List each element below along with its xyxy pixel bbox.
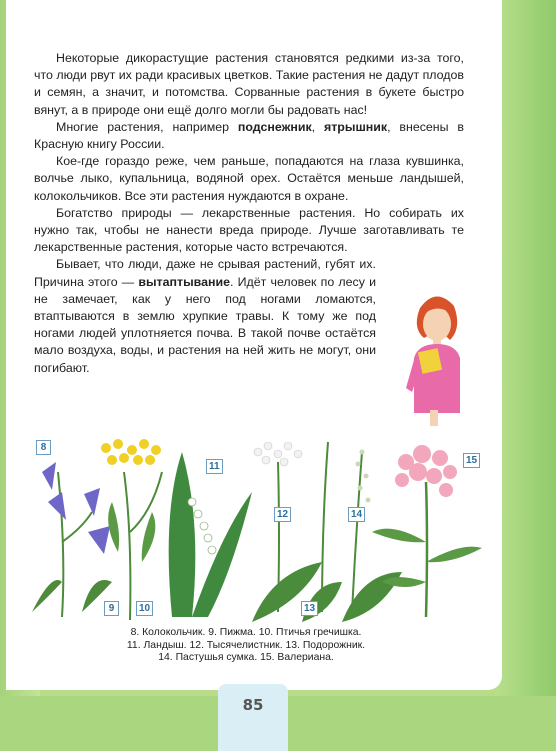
text-segment: , внесены в Красную книгу России. bbox=[34, 119, 465, 152]
caption-line: 8. Колокольчик. 9. Пижма. 10. Птичья гречишка. bbox=[130, 627, 362, 638]
plant-number-10: 10 bbox=[136, 601, 153, 616]
plant-number-14: 14 bbox=[348, 507, 365, 522]
plant-number-8: 8 bbox=[36, 440, 51, 455]
text-segment: . Идёт человек по лесу и не замечает, как у него под ногами ломаются, втаптываются в землю хрупкие травы. К тому же под ногами людей уплотняется почва. В такой почве остаётся мало воздуха, воды, и растения на ней жить не могут, они погибают. bbox=[34, 274, 376, 375]
paragraph bbox=[34, 205, 464, 257]
plants-illustration bbox=[22, 432, 492, 624]
page-number-tab bbox=[218, 684, 288, 751]
bold-term: ятрышник bbox=[324, 119, 388, 134]
text-segment: Некоторые дикорастущие растения становятся редкими из-за того, что люди рвут их ради красивых цветков. Такие растения не дадут плодов и семян, а значит, и потомства. Сорванные растения в букете быстро вянут, а в природе они ещё долго могли бы радовать нас! bbox=[34, 51, 464, 117]
caption-line: 14. Пастушья сумка. 15. Валериана. bbox=[158, 652, 334, 663]
girl-illustration bbox=[400, 288, 472, 428]
paragraph bbox=[34, 119, 464, 153]
figure-caption bbox=[36, 627, 456, 665]
bold-term: подснежник bbox=[237, 119, 312, 134]
text-segment: Богатство природы — лекарственные растения. Но собирать их нужно так, чтобы не нанести вреда природе. Лучше заготавливать те лекарственные растения, которые часто встречаются. bbox=[34, 205, 464, 255]
plant-number-9: 9 bbox=[104, 601, 119, 616]
text-segment: Кое-где гораздо реже, чем раньше, попадаются на глаза кувшинка, волчье лыко, купальница, водяной орех. Остаётся меньше ландышей, колокольчиков. Все эти растения нуждаются в охране. bbox=[34, 154, 464, 203]
text-segment: Бывает, что люди, даже не срывая растений, губят их. Причина этого — bbox=[34, 257, 376, 289]
paragraph bbox=[34, 256, 376, 376]
text-segment: , bbox=[311, 119, 324, 134]
shepherds-purse-14 bbox=[356, 450, 371, 503]
bold-term: вытаптывание bbox=[138, 274, 230, 289]
page-number: 85 bbox=[242, 696, 264, 714]
paragraph bbox=[34, 50, 464, 119]
paragraph bbox=[34, 153, 464, 205]
plant-number-11: 11 bbox=[206, 459, 223, 474]
plant-number-15: 15 bbox=[463, 453, 480, 468]
background-right bbox=[496, 0, 556, 751]
plantain-13 bbox=[252, 562, 402, 622]
caption-line: 11. Ландыш. 12. Тысячелистник. 13. Подорожник. bbox=[126, 639, 366, 651]
text-segment: Многие растения, например bbox=[56, 119, 238, 134]
plant-number-13: 13 bbox=[301, 601, 318, 616]
plant-number-12: 12 bbox=[274, 507, 291, 522]
